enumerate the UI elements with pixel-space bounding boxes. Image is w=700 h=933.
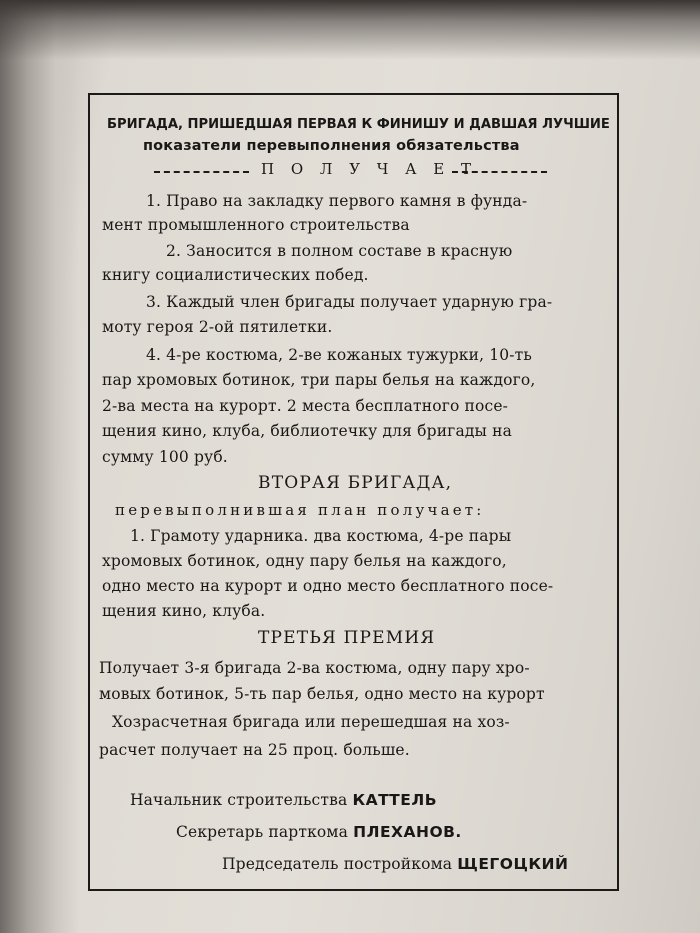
signature-line [130, 790, 437, 810]
signature-line [222, 854, 568, 874]
signature-role: Начальник строительства [130, 791, 348, 809]
second-prize-title: ВТОРАЯ БРИГАДА, [258, 473, 453, 493]
first-prize-line: 3. Каждый член бригады получает ударную гра- [146, 293, 553, 311]
signature-name: КАТТЕЛЬ [352, 791, 438, 809]
first-prize-line: 2. Заносится в полном составе в красную [166, 242, 513, 260]
first-prize-line: щения кино, клуба, библиотечку для бригады на [102, 422, 512, 440]
first-prize-line: мент промышленного строительства [102, 216, 410, 234]
second-prize-line: одно место на курорт и одно место бесплатного посе- [102, 577, 554, 595]
hozraschet-line: расчет получает на 25 проц. больше. [99, 741, 410, 759]
divider-right [452, 171, 547, 173]
third-prize-line: Получает 3-я бригада 2-ва костюма, одну пару хро- [99, 659, 530, 677]
third-prize-title: ТРЕТЬЯ ПРЕМИЯ [258, 628, 436, 648]
page-shadow [0, 0, 700, 60]
header-line-1: БРИГАДА, ПРИШЕДШАЯ ПЕРВАЯ К ФИНИШУ И ДАВШАЯ ЛУЧШИЕ [107, 117, 610, 132]
signature-line [176, 822, 462, 842]
second-prize-line: щения кино, клуба. [102, 602, 266, 620]
first-prize-line: 4. 4-ре костюма, 2-ве кожаных тужурки, 10-ть [146, 346, 532, 364]
first-prize-line: пар хромовых ботинок, три пары белья на каждого, [102, 371, 536, 389]
header-line-2: показатели перевыполнения обязательства [143, 138, 520, 154]
receives-heading: П О Л У Ч А Е Т [261, 160, 478, 178]
first-prize-line: сумму 100 руб. [102, 448, 228, 466]
second-prize-line: 1. Грамоту ударника. два костюма, 4-ре пары [130, 527, 512, 545]
first-prize-line: 1. Право на закладку первого камня в фунда- [146, 192, 528, 210]
signature-name: ПЛЕХАНОВ. [353, 823, 462, 841]
first-prize-line: книгу социалистических побед. [102, 266, 369, 284]
first-prize-line: 2-ва места на курорт. 2 места бесплатного посе- [102, 397, 509, 415]
signature-role: Секретарь парткома [176, 823, 349, 841]
divider-left [154, 171, 249, 173]
signature-name: ЩЕГОЦКИЙ [457, 855, 569, 873]
hozraschet-line: Хозрасчетная бригада или перешедшая на хоз- [112, 713, 510, 731]
second-prize-subtitle: перевыполнившая план получает: [115, 501, 485, 519]
third-prize-line: мовых ботинок, 5-ть пар белья, одно место на курорт [99, 685, 545, 703]
second-prize-line: хромовых ботинок, одну пару белья на каждого, [102, 552, 507, 570]
first-prize-line: моту героя 2-ой пятилетки. [102, 318, 333, 336]
document-frame [88, 93, 619, 891]
signature-role: Председатель постройкома [222, 855, 453, 873]
book-binding [0, 0, 80, 933]
